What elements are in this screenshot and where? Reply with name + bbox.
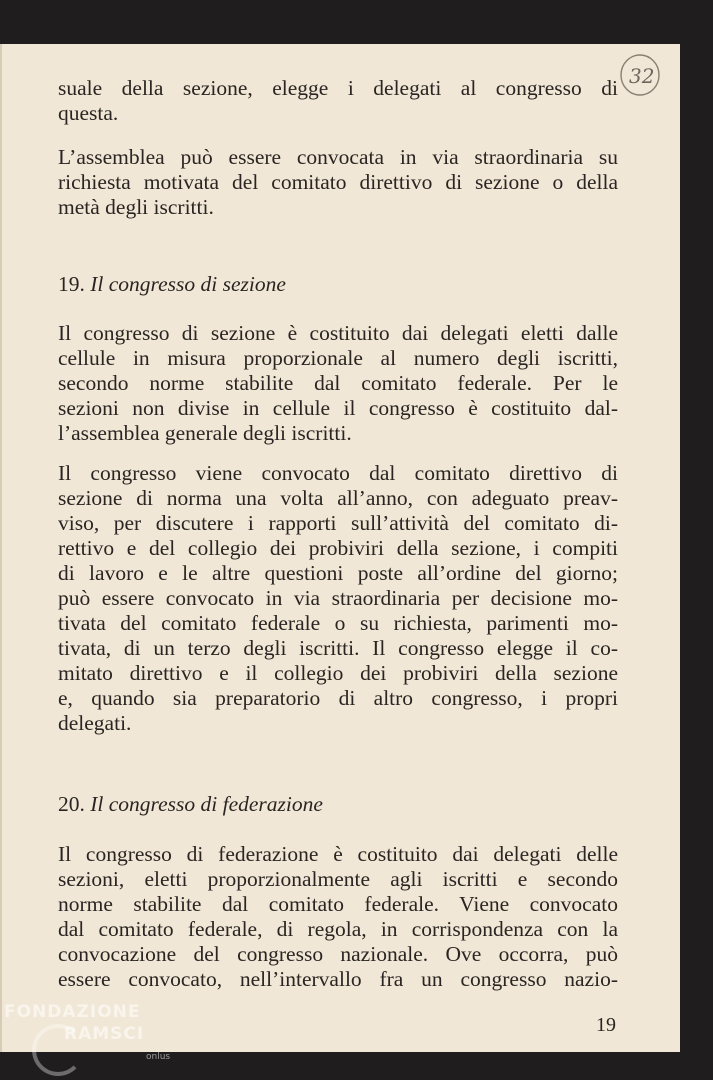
text-line: tivata, di un terzo degli iscritti. Il congresso elegge il co-	[58, 636, 618, 660]
text-line: cellule in misura proporzionale al numero degli iscritti,	[58, 346, 618, 370]
text-line: essere convocato, nell’intervallo fra un congresso nazio-	[58, 967, 618, 991]
text-line: Il congresso di sezione è costituito dai delegati eletti dalle	[58, 321, 618, 345]
text-line: richiesta motivata del comitato direttivo di sezione o della	[58, 170, 618, 194]
text-line: questa.	[58, 101, 119, 125]
text-line: dal comitato federale, di regola, in corrispondenza con la	[58, 917, 618, 941]
text-line: e, quando sia preparatorio di altro congresso, i propri	[58, 686, 618, 710]
text-line: viso, per discutere i rapporti sull’attività del comitato di-	[58, 511, 618, 535]
text-line: tivata del comitato federale o su richiesta, parimenti mo-	[58, 611, 618, 635]
paragraph-congresso-sezione-1	[58, 321, 618, 446]
section-heading-19	[58, 272, 286, 297]
handwritten-page-mark	[618, 52, 662, 98]
text-line: metà degli iscritti.	[58, 195, 214, 219]
watermark-sub: onlus	[146, 1052, 171, 1062]
text-line: di lavoro e le altre questioni poste all’ordine del giorno;	[58, 561, 618, 585]
text-line: Il congresso viene convocato dal comitato direttivo di	[58, 461, 618, 485]
section-number: 19.	[58, 272, 85, 296]
section-title: Il congresso di sezione	[90, 272, 286, 296]
text-line: sezioni non divise in cellule il congresso è costituito dal-	[58, 396, 618, 420]
text-line: l’assemblea generale degli iscritti.	[58, 421, 352, 445]
text-line: sezioni, eletti proporzionalmente agli iscritti e secondo	[58, 867, 618, 891]
watermark-line1: FONDAZIONE	[4, 1002, 141, 1022]
section-number: 20.	[58, 792, 85, 816]
text-line: norme stabilite dal comitato federale. Viene convocato	[58, 892, 618, 916]
text-line: mitato direttivo e il collegio dei probiviri della sezione	[58, 661, 618, 685]
section-title: Il congresso di federazione	[90, 792, 323, 816]
text-line: delegati.	[58, 711, 132, 735]
text-line: può essere convocato in via straordinaria per decisione mo-	[58, 586, 618, 610]
text-line: L’assemblea può essere convocata in via straordinaria su	[58, 145, 618, 169]
paragraph-assemblea	[58, 145, 618, 220]
paragraph-continuation	[58, 76, 618, 126]
text-line: Il congresso di federazione è costituito dai delegati delle	[58, 842, 618, 866]
text-line: suale della sezione, elegge i delegati al congresso di	[58, 76, 618, 100]
text-line: secondo norme stabilite dal comitato federale. Per le	[58, 371, 618, 395]
paragraph-congresso-sezione-2	[58, 461, 618, 736]
watermark-line2: RAMSCI	[64, 1024, 145, 1044]
page-number: 19	[596, 1014, 616, 1036]
text-line: sezione di norma una volta all’anno, con adeguato preav-	[58, 486, 618, 510]
text-line: rettivo e del collegio dei probiviri della sezione, i compiti	[58, 536, 618, 560]
paragraph-congresso-federazione	[58, 842, 618, 992]
section-heading-20	[58, 792, 323, 817]
text-line: convocazione del congresso nazionale. Ove occorra, può	[58, 942, 618, 966]
archive-mark-text: 32	[629, 64, 655, 88]
fondazione-gramsci-watermark	[4, 1002, 179, 1074]
